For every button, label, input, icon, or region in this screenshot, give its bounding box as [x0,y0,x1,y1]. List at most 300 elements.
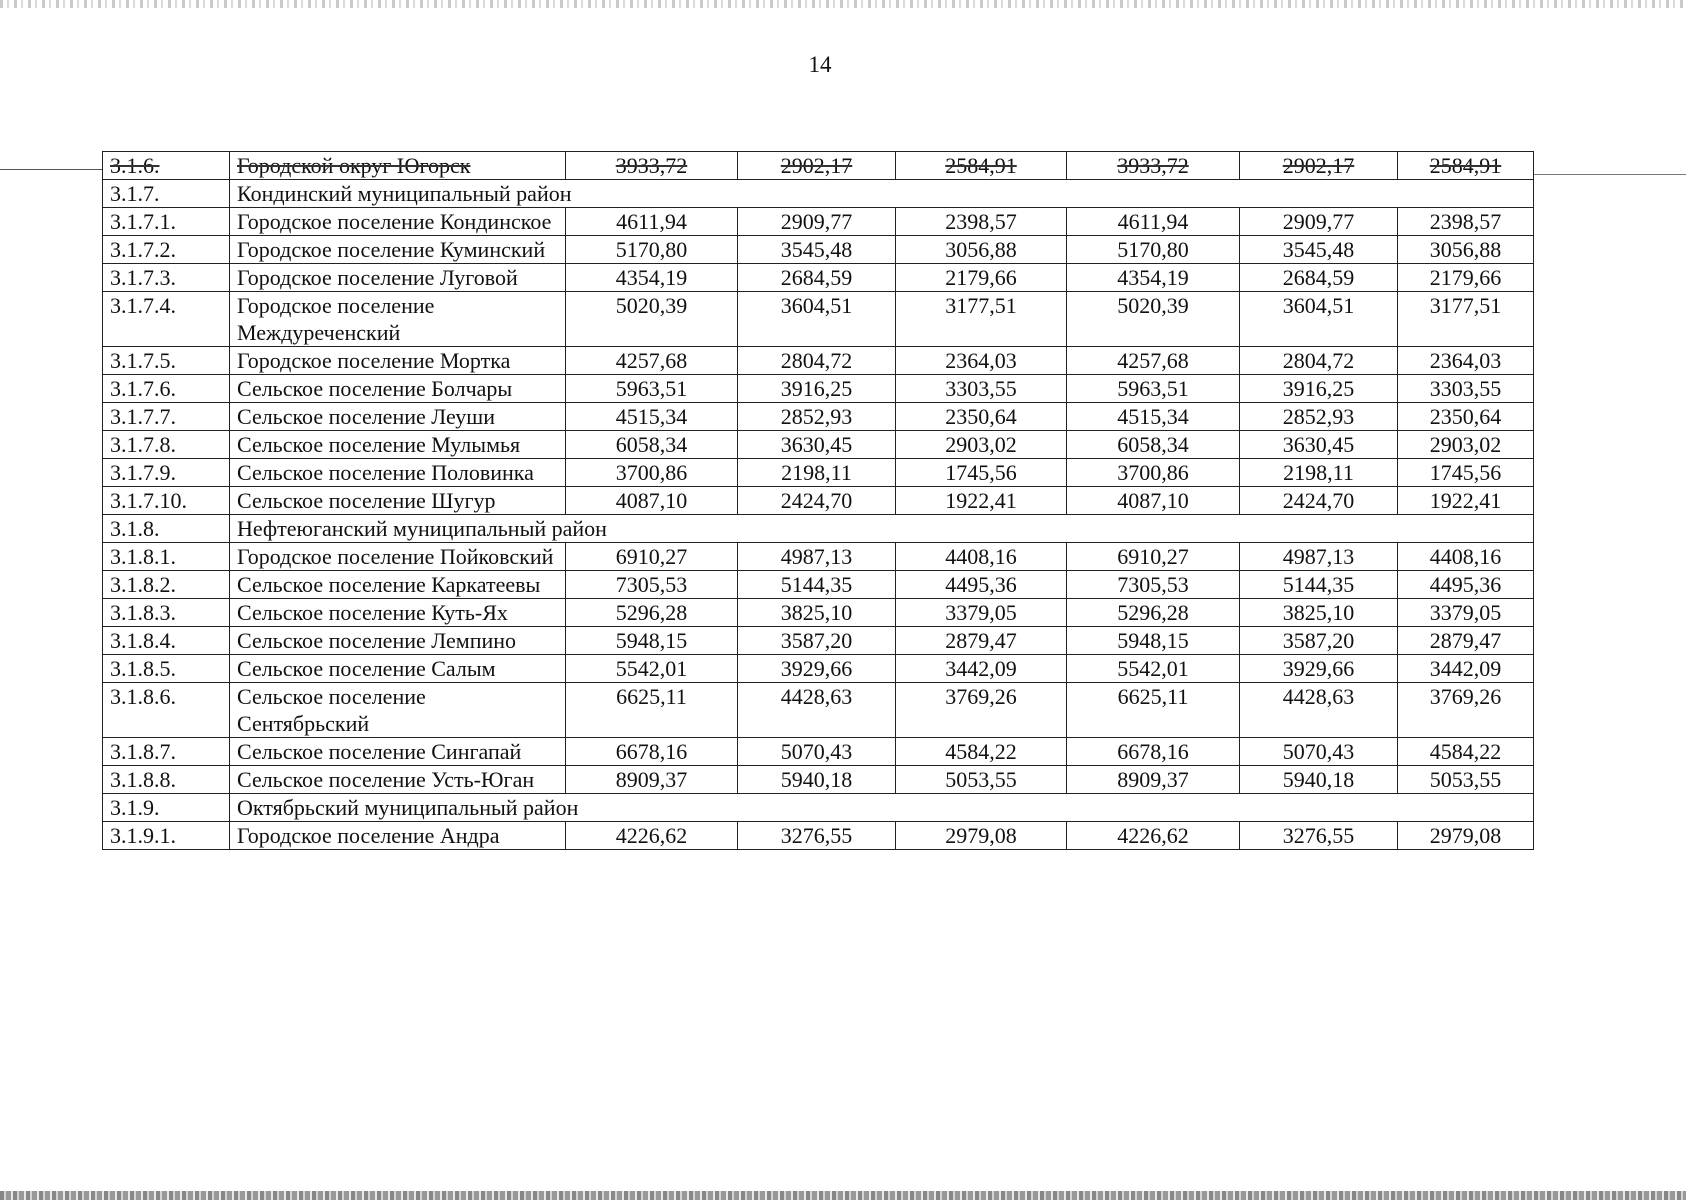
settlement-name [230,599,566,627]
section-name [230,180,1534,208]
value-cell [896,766,1067,794]
value-text: 5542,01 [615,656,688,681]
value-cell [1398,738,1534,766]
value-text: 2350,64 [945,404,1017,429]
table-body [103,152,1534,850]
value-cell [566,403,738,431]
name-text: Городское поселение Кондинское [237,209,552,234]
value-cell [566,431,738,459]
value-cell [566,459,738,487]
value-cell [738,683,896,738]
value-cell [896,627,1067,655]
value-text: 2584,91 [945,153,1017,178]
value-cell [1240,627,1398,655]
value-text: 5296,28 [615,600,688,625]
row-code [103,152,230,180]
value-cell [1067,683,1240,738]
value-text: 3933,72 [1117,153,1189,178]
table-row [103,599,1534,627]
value-text: 2902,17 [780,153,853,178]
value-text: 2902,17 [1282,153,1355,178]
row-code-text: 3.1.7.2. [110,237,176,262]
tariff-table [102,151,1534,850]
value-cell [566,347,738,375]
value-text: 3587,20 [780,628,853,653]
value-text: 6910,27 [615,544,688,569]
value-cell [896,347,1067,375]
settlement-name [230,627,566,655]
row-code [103,264,230,292]
value-cell [1240,431,1398,459]
value-cell [1240,403,1398,431]
value-cell [738,292,896,347]
value-cell [1067,487,1240,515]
value-text: 1922,41 [1429,488,1502,513]
value-cell [896,822,1067,850]
value-text: 2879,47 [945,628,1017,653]
value-text: 4354,19 [1117,265,1189,290]
value-text: 4428,63 [780,684,853,709]
value-text: 3276,55 [780,823,853,848]
value-cell [1240,152,1398,180]
row-code [103,347,230,375]
value-cell [1398,487,1534,515]
value-text: 3700,86 [615,460,688,485]
value-cell [738,431,896,459]
value-text: 2198,11 [781,460,852,485]
value-text: 2804,72 [780,348,853,373]
table-row [103,347,1534,375]
value-text: 3056,88 [1429,237,1502,262]
row-code [103,180,230,208]
row-code-text: 3.1.7.7. [110,404,176,429]
value-cell [1067,571,1240,599]
name-text: Городской округ Югорск [237,153,471,178]
value-text: 2364,03 [945,348,1017,373]
settlement-name [230,655,566,683]
value-text: 3700,86 [1117,460,1189,485]
value-cell [566,627,738,655]
value-cell [566,292,738,347]
settlement-name [230,459,566,487]
value-cell [896,655,1067,683]
row-code [103,794,230,822]
value-cell [896,403,1067,431]
value-cell [1240,208,1398,236]
settlement-name [230,683,566,738]
value-text: 3604,51 [780,293,853,318]
value-text: 5053,55 [1429,767,1502,792]
value-cell [896,543,1067,571]
name-text: Сельское поселение Половинка [237,460,534,485]
settlement-name [230,431,566,459]
value-text: 7305,53 [615,572,688,597]
settlement-name [230,264,566,292]
value-cell [738,347,896,375]
settlement-name [230,543,566,571]
value-text: 4087,10 [615,488,688,513]
name-text: Городское поселение Куминский [237,237,546,262]
value-text: 2804,72 [1282,348,1355,373]
value-text: 5948,15 [615,628,688,653]
value-text: 2398,57 [1429,209,1502,234]
value-cell [1398,264,1534,292]
value-text: 3825,10 [1282,600,1355,625]
row-code-text: 3.1.7.5. [110,348,176,373]
value-cell [1398,236,1534,264]
row-code [103,822,230,850]
name-text: Кондинский муниципальный район [237,181,572,206]
row-code-text: 3.1.7.8. [110,432,176,457]
value-cell [738,571,896,599]
name-text: Сельское поселение Лемпино [237,628,517,653]
value-text: 6625,11 [616,684,687,709]
value-text: 2684,59 [1282,265,1355,290]
value-cell [1067,627,1240,655]
value-cell [896,264,1067,292]
table-row [103,738,1534,766]
settlement-name [230,292,566,347]
value-text: 3442,09 [1429,656,1502,681]
row-code [103,487,230,515]
value-cell [1398,822,1534,850]
value-cell [738,738,896,766]
name-text: Сельское поселение Шугур [237,488,496,513]
value-cell [1398,292,1534,347]
value-cell [1240,487,1398,515]
value-cell [896,459,1067,487]
value-cell [738,543,896,571]
row-code [103,431,230,459]
value-text: 2879,47 [1429,628,1502,653]
value-text: 4257,68 [1117,348,1189,373]
row-code [103,208,230,236]
value-text: 2198,11 [1283,460,1354,485]
table-row [103,766,1534,794]
value-text: 3630,45 [1282,432,1355,457]
row-code-text: 3.1.7.6. [110,376,176,401]
value-text: 6678,16 [1117,739,1189,764]
value-cell [1240,599,1398,627]
table-row [103,403,1534,431]
name-text: Сельское поселение Сингапай [237,739,522,764]
value-cell [896,208,1067,236]
settlement-name [230,375,566,403]
value-cell [1240,822,1398,850]
row-code-text: 3.1.9. [110,795,160,820]
row-code [103,543,230,571]
section-row [103,794,1534,822]
section-name [230,515,1534,543]
value-cell [896,487,1067,515]
value-text: 4226,62 [615,823,688,848]
value-cell [566,655,738,683]
name-text: Сельское поселение Каркатеевы [237,572,541,597]
value-cell [1240,292,1398,347]
value-text: 8909,37 [1117,767,1189,792]
settlement-name [230,403,566,431]
value-cell [896,152,1067,180]
value-text: 5070,43 [1282,739,1355,764]
value-text: 4495,36 [945,572,1017,597]
name-text: Городское поселение Пойковский [237,544,554,569]
row-code-text: 3.1.7.3. [110,265,176,290]
scan-edge-bottom [0,1191,1686,1200]
value-text: 3177,51 [945,293,1017,318]
value-text: 3545,48 [1282,237,1355,262]
table-row [103,264,1534,292]
row-code-text: 3.1.8. [110,516,160,541]
value-text: 2424,70 [1282,488,1355,513]
value-cell [1398,375,1534,403]
name-text: Городское поселение Луговой [237,265,518,290]
name-text: Сельское поселение Леуши [237,404,495,429]
value-cell [1398,208,1534,236]
value-text: 5170,80 [1117,237,1189,262]
row-code [103,627,230,655]
row-code-text: 3.1.6. [110,153,160,178]
value-text: 4257,68 [615,348,688,373]
value-cell [896,738,1067,766]
value-text: 2909,77 [780,209,853,234]
row-code [103,655,230,683]
value-text: 3587,20 [1282,628,1355,653]
name-text: Октябрьский муниципальный район [237,795,579,820]
table-row [103,543,1534,571]
value-text: 5070,43 [780,739,853,764]
value-cell [1398,459,1534,487]
section-row [103,180,1534,208]
value-text: 5020,39 [1117,293,1189,318]
value-text: 2903,02 [945,432,1017,457]
value-cell [896,571,1067,599]
value-cell [566,236,738,264]
value-text: 4584,22 [1429,739,1502,764]
value-text: 5948,15 [1117,628,1189,653]
row-code-text: 3.1.8.4. [110,628,176,653]
value-cell [1067,822,1240,850]
row-code-text: 3.1.8.8. [110,767,176,792]
value-cell [1067,599,1240,627]
value-cell [896,236,1067,264]
name-text: Сельское поселение Сентябрьский [237,684,426,736]
table-row [103,655,1534,683]
value-text: 3769,26 [945,684,1017,709]
value-text: 5170,80 [615,237,688,262]
value-text: 4354,19 [615,265,688,290]
value-cell [738,822,896,850]
value-text: 2398,57 [945,209,1017,234]
value-cell [1067,431,1240,459]
value-cell [738,264,896,292]
settlement-name [230,766,566,794]
value-text: 3303,55 [945,376,1017,401]
value-text: 3929,66 [1282,656,1355,681]
value-text: 2584,91 [1429,153,1502,178]
value-cell [738,487,896,515]
table-row [103,152,1534,180]
table-row [103,375,1534,403]
value-text: 3825,10 [780,600,853,625]
row-code-text: 3.1.8.3. [110,600,176,625]
value-text: 2350,64 [1429,404,1502,429]
value-cell [566,766,738,794]
value-text: 5542,01 [1117,656,1189,681]
table-row [103,627,1534,655]
table-row [103,487,1534,515]
scan-edge-top [0,0,1686,8]
margin-line-left [0,169,102,170]
settlement-name [230,487,566,515]
value-text: 3276,55 [1282,823,1355,848]
name-text: Сельское поселение Усть-Юган [237,767,535,792]
value-text: 7305,53 [1117,572,1189,597]
value-text: 3769,26 [1429,684,1502,709]
section-row [103,515,1534,543]
row-code-text: 3.1.8.5. [110,656,176,681]
value-text: 2979,08 [1429,823,1502,848]
value-cell [1240,571,1398,599]
value-cell [1240,347,1398,375]
value-cell [1398,655,1534,683]
value-cell [1398,403,1534,431]
table-row [103,208,1534,236]
table-row [103,571,1534,599]
value-cell [566,152,738,180]
value-text: 1745,56 [945,460,1017,485]
value-text: 4515,34 [1117,404,1189,429]
row-code-text: 3.1.7.10. [110,488,187,513]
value-text: 6058,34 [1117,432,1189,457]
value-cell [738,459,896,487]
name-text: Сельское поселение Куть-Ях [237,600,508,625]
row-code [103,403,230,431]
row-code [103,236,230,264]
value-text: 4495,36 [1429,572,1502,597]
value-cell [738,599,896,627]
value-text: 4611,94 [1117,209,1189,234]
value-cell [1067,152,1240,180]
value-cell [738,627,896,655]
value-text: 4087,10 [1117,488,1189,513]
value-cell [1398,766,1534,794]
value-cell [1067,766,1240,794]
row-code-text: 3.1.8.7. [110,739,176,764]
value-cell [1398,599,1534,627]
name-text: Городское поселение Междуреченский [237,293,435,345]
value-cell [566,375,738,403]
value-cell [1067,208,1240,236]
value-text: 1922,41 [945,488,1017,513]
value-cell [566,571,738,599]
value-cell [1240,683,1398,738]
name-text: Сельское поселение Салым [237,656,496,681]
row-code [103,683,230,738]
value-text: 3545,48 [780,237,853,262]
value-text: 8909,37 [615,767,688,792]
row-code-text: 3.1.9.1. [110,823,176,848]
settlement-name [230,236,566,264]
value-text: 3916,25 [1282,376,1355,401]
value-text: 2179,66 [945,265,1017,290]
value-text: 4408,16 [1429,544,1502,569]
value-text: 3933,72 [615,153,688,178]
value-text: 5963,51 [1117,376,1189,401]
value-text: 3442,09 [945,656,1017,681]
value-cell [896,683,1067,738]
value-text: 5020,39 [615,293,688,318]
value-cell [1067,459,1240,487]
value-cell [1398,152,1534,180]
value-cell [1067,738,1240,766]
value-text: 5940,18 [780,767,853,792]
value-cell [738,236,896,264]
table-row [103,459,1534,487]
value-cell [1240,655,1398,683]
value-cell [1067,655,1240,683]
settlement-name [230,822,566,850]
value-text: 3916,25 [780,376,853,401]
value-text: 5963,51 [615,376,688,401]
value-text: 4515,34 [615,404,688,429]
value-text: 2979,08 [945,823,1017,848]
value-cell [566,264,738,292]
value-text: 2179,66 [1429,265,1502,290]
value-cell [566,487,738,515]
value-cell [1398,571,1534,599]
value-text: 5144,35 [1282,572,1355,597]
name-text: Городское поселение Мортка [237,348,511,373]
value-cell [738,208,896,236]
value-cell [1240,766,1398,794]
page-number: 14 [808,52,832,77]
value-cell [738,403,896,431]
row-code [103,515,230,543]
row-code [103,599,230,627]
table-row [103,683,1534,738]
value-text: 6678,16 [615,739,688,764]
value-cell [1067,375,1240,403]
settlement-name [230,571,566,599]
row-code-text: 3.1.7.4. [110,293,176,318]
value-text: 3177,51 [1429,293,1502,318]
value-cell [1067,292,1240,347]
value-cell [1240,543,1398,571]
row-code [103,766,230,794]
settlement-name [230,152,566,180]
value-cell [1067,347,1240,375]
value-cell [1240,738,1398,766]
value-text: 3303,55 [1429,376,1502,401]
value-cell [1240,236,1398,264]
value-text: 4584,22 [945,739,1017,764]
value-cell [566,599,738,627]
value-cell [1240,264,1398,292]
table-row [103,431,1534,459]
value-cell [738,375,896,403]
value-cell [896,431,1067,459]
value-cell [1067,236,1240,264]
name-text: Городское поселение Андра [237,823,500,848]
settlement-name [230,208,566,236]
value-text: 4428,63 [1282,684,1355,709]
value-text: 2364,03 [1429,348,1502,373]
row-code-text: 3.1.7.1. [110,209,176,234]
value-text: 1745,56 [1429,460,1502,485]
value-text: 3630,45 [780,432,853,457]
value-cell [738,766,896,794]
row-code [103,459,230,487]
